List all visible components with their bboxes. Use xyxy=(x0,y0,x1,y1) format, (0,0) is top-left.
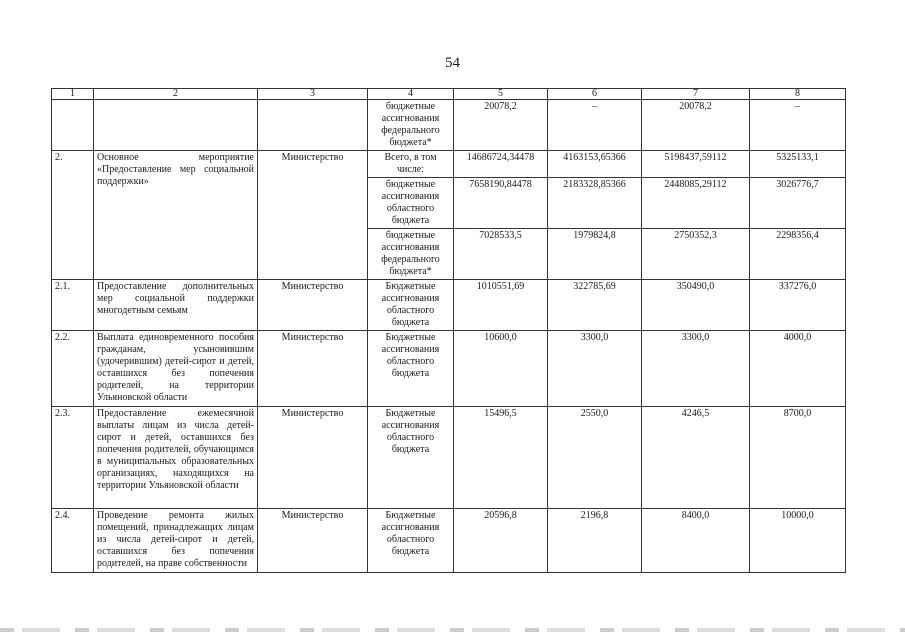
amount-year-1: 4163153,65366 xyxy=(548,151,642,178)
amount-year-2: 2750352,3 xyxy=(642,229,750,280)
amount-year-1: 2550,0 xyxy=(548,407,642,509)
amount-total: 7028533,5 xyxy=(454,229,548,280)
header-row xyxy=(52,89,846,100)
measure-name: Основное мероприятие «Предоставление мер социальной поддержки» xyxy=(94,151,258,280)
amount-year-2: 8400,0 xyxy=(642,509,750,573)
row-number: 2.3. xyxy=(52,407,94,509)
amount-year-2: 4246,5 xyxy=(642,407,750,509)
amount-year-1: 3300,0 xyxy=(548,331,642,407)
header-col-5: 5 xyxy=(454,89,548,100)
page-number: 54 xyxy=(445,55,460,71)
measure-name: Проведение ремонта жилых помещений, принадлежащих лицам из числа детей-сирот и детей, оставшихся без попечения родителей, на праве собственности xyxy=(94,509,258,573)
amount-total: 20078,2 xyxy=(454,100,548,151)
measure-name: Выплата единовременного пособия гражданам, усыновившим (удочерившим) детей-сирот и детей, оставшихся без попечения родителей, на территории Ульяновской области xyxy=(94,331,258,407)
amount-total: 1010551,69 xyxy=(454,280,548,331)
amount-total: 7658190,84478 xyxy=(454,178,548,229)
amount-year-1: 2183328,85366 xyxy=(548,178,642,229)
executor: Министерство xyxy=(258,151,368,280)
funding-source: бюджетные ассигнования федерального бюджета* xyxy=(368,100,454,151)
executor xyxy=(258,100,368,151)
row-number: 2. xyxy=(52,151,94,280)
header-col-4: 4 xyxy=(368,89,454,100)
executor: Министерство xyxy=(258,407,368,509)
amount-year-2: 350490,0 xyxy=(642,280,750,331)
header-col-6: 6 xyxy=(548,89,642,100)
measure-name: Предоставление дополнительных мер социальной поддержки многодетным семьям xyxy=(94,280,258,331)
measure-name: Предоставление ежемесячной выплаты лицам из числа детей-сирот и детей, оставшихся без попечения родителей, обучающимся в муниципальных образовательных организациях, находящихся на территории Ульяновской области xyxy=(94,407,258,509)
header-col-2: 2 xyxy=(94,89,258,100)
funding-source: Бюджетные ассигнования областного бюджета xyxy=(368,280,454,331)
budget-table xyxy=(51,88,846,573)
amount-year-2: 3300,0 xyxy=(642,331,750,407)
table-row xyxy=(52,331,846,407)
executor: Министерство xyxy=(258,331,368,407)
amount-year-3: 337276,0 xyxy=(750,280,846,331)
table-row xyxy=(52,100,846,151)
executor: Министерство xyxy=(258,280,368,331)
amount-year-1: 2196,8 xyxy=(548,509,642,573)
row-number: 2.4. xyxy=(52,509,94,573)
funding-source: Бюджетные ассигнования областного бюджета xyxy=(368,331,454,407)
table-row xyxy=(52,151,846,178)
funding-source: бюджетные ассигнования областного бюджета xyxy=(368,178,454,229)
amount-year-2: 5198437,59112 xyxy=(642,151,750,178)
header-col-8: 8 xyxy=(750,89,846,100)
amount-year-1: – xyxy=(548,100,642,151)
executor: Министерство xyxy=(258,509,368,573)
table-row xyxy=(52,407,846,509)
row-number: 2.2. xyxy=(52,331,94,407)
amount-year-3: 10000,0 xyxy=(750,509,846,573)
row-number xyxy=(52,100,94,151)
funding-source: Бюджетные ассигнования областного бюджета xyxy=(368,509,454,573)
amount-year-3: 4000,0 xyxy=(750,331,846,407)
amount-year-1: 322785,69 xyxy=(548,280,642,331)
header-col-7: 7 xyxy=(642,89,750,100)
header-col-3: 3 xyxy=(258,89,368,100)
amount-year-3: 3026776,7 xyxy=(750,178,846,229)
scan-artifact xyxy=(0,628,905,632)
amount-total: 20596,8 xyxy=(454,509,548,573)
amount-year-2: 2448085,29112 xyxy=(642,178,750,229)
amount-year-3: 8700,0 xyxy=(750,407,846,509)
header-col-1: 1 xyxy=(52,89,94,100)
funding-source: Всего, в том числе: xyxy=(368,151,454,178)
table-row xyxy=(52,509,846,573)
table-row xyxy=(52,280,846,331)
row-number: 2.1. xyxy=(52,280,94,331)
amount-year-3: 2298356,4 xyxy=(750,229,846,280)
amount-year-1: 1979824,8 xyxy=(548,229,642,280)
measure-name xyxy=(94,100,258,151)
amount-total: 10600,0 xyxy=(454,331,548,407)
amount-year-3: – xyxy=(750,100,846,151)
funding-source: Бюджетные ассигнования областного бюджета xyxy=(368,407,454,509)
amount-total: 15496,5 xyxy=(454,407,548,509)
funding-source: бюджетные ассигнования федерального бюджета* xyxy=(368,229,454,280)
amount-year-3: 5325133,1 xyxy=(750,151,846,178)
amount-total: 14686724,34478 xyxy=(454,151,548,178)
amount-year-2: 20078,2 xyxy=(642,100,750,151)
